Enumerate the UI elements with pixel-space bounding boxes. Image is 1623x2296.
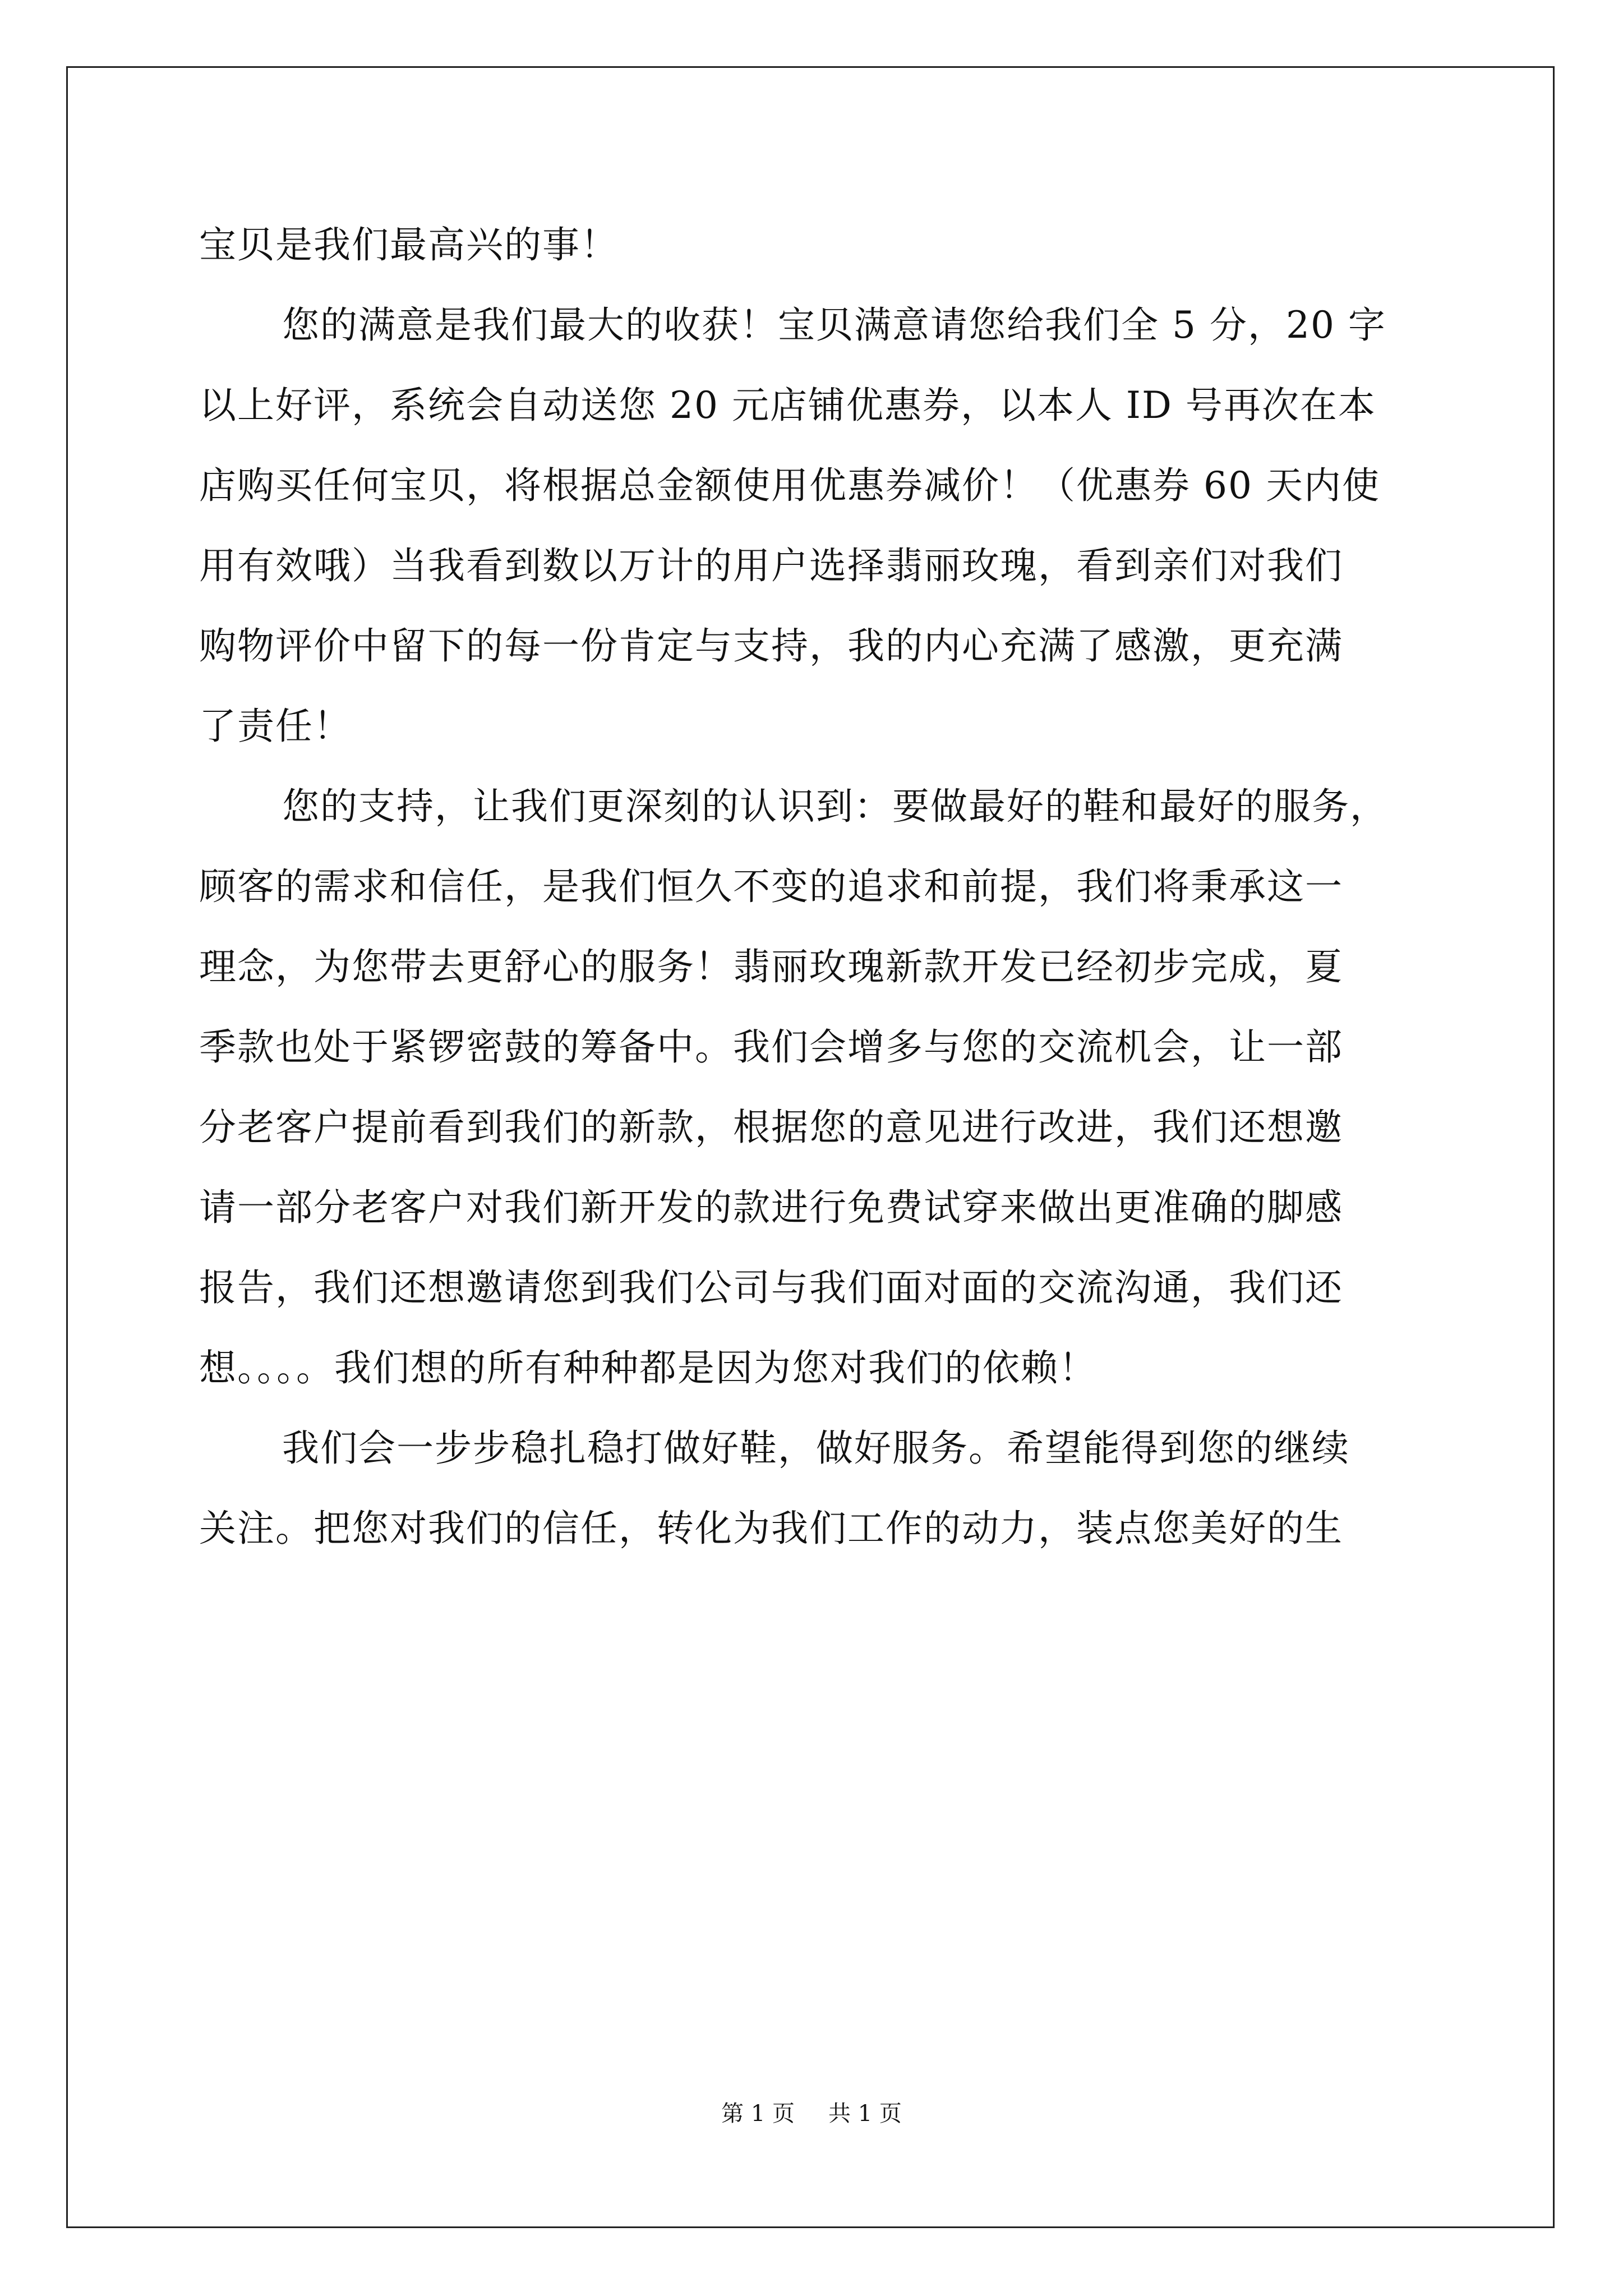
document-body [199, 205, 1433, 1568]
text-line: 分老客户提前看到我们的新款，根据您的意见进行改进，我们还想邀 [199, 1106, 1343, 1149]
text-line: 请一部分老客户对我们新开发的款进行免费试穿来做出更准确的脚感 [199, 1186, 1343, 1229]
paragraph-3 [199, 766, 1433, 1408]
text-line: 我们会一步步稳扎稳打做好鞋，做好服务。希望能得到您的继续 [282, 1427, 1350, 1470]
text-line: 报告，我们还想邀请您到我们公司与我们面对面的交流沟通，我们还 [199, 1266, 1343, 1309]
text-line: 购物评价中留下的每一份肯定与支持，我的内心充满了感激，更充满 [199, 624, 1343, 668]
text-line: 店购买任何宝贝，将根据总金额使用优惠券减价！（优惠券 60 天内使 [199, 464, 1380, 507]
page-footer [0, 2097, 1623, 2131]
paragraph-2 [199, 285, 1433, 766]
text-line: 理念，为您带去更舒心的服务！翡丽玫瑰新款开发已经初步完成，夏 [199, 945, 1343, 988]
text-line: 关注。把您对我们的信任，转化为我们工作的动力，装点您美好的生 [199, 1507, 1343, 1550]
text-line: 用有效哦）当我看到数以万计的用户选择翡丽玫瑰，看到亲们对我们 [199, 544, 1343, 587]
page-number-current: 第 1 页 [721, 2101, 795, 2127]
text-line: 宝贝是我们最高兴的事！ [199, 223, 619, 266]
paragraph-1 [199, 205, 1433, 285]
text-line: 顾客的需求和信任，是我们恒久不变的追求和前提，我们将秉承这一 [199, 865, 1343, 908]
text-line: 想。。。。我们想的所有种种都是因为您对我们的依赖！ [199, 1346, 1097, 1389]
text-line: 您的支持，让我们更深刻的认识到：要做最好的鞋和最好的服务， [282, 785, 1388, 828]
text-line: 以上好评，系统会自动送您 20 元店铺优惠券，以本人 ID 号再次在本 [199, 384, 1376, 427]
text-line: 季款也处于紧锣密鼓的筹备中。我们会增多与您的交流机会，让一部 [199, 1025, 1343, 1069]
page-number-total: 共 1 页 [828, 2101, 902, 2127]
text-line: 您的满意是我们最大的收获！宝贝满意请您给我们全 5 分，20 字 [282, 303, 1386, 347]
paragraph-4 [199, 1408, 1433, 1568]
text-line: 了责任！ [199, 705, 352, 748]
